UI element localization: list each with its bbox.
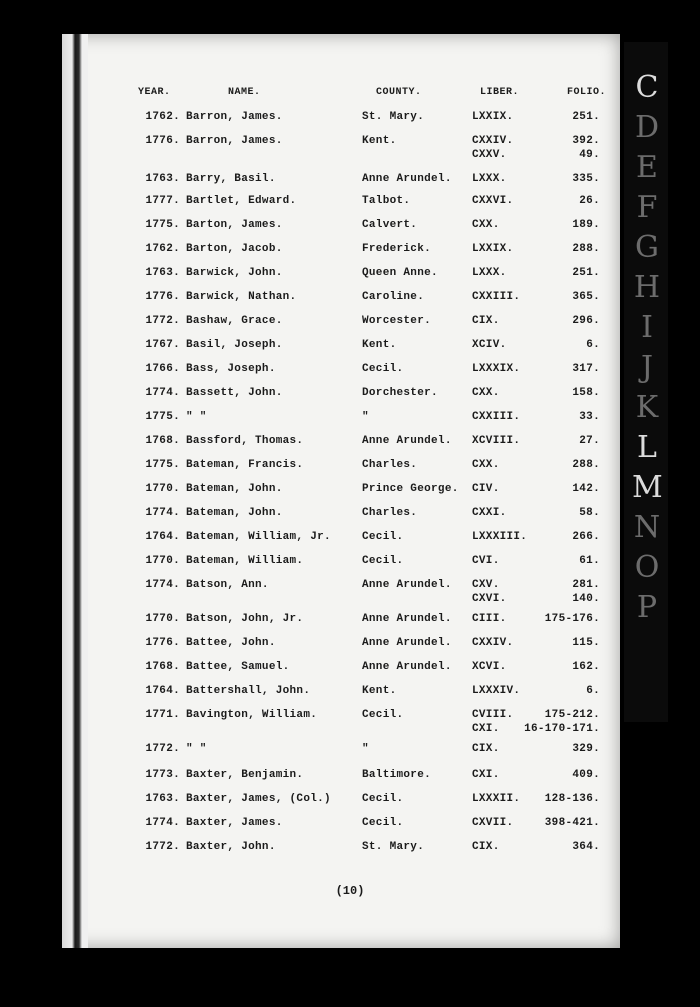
header-county: COUNTY. <box>376 87 422 98</box>
entry-liber <box>472 482 500 496</box>
entry-liber-value: XCIV. <box>472 339 507 351</box>
entry-name: Basil, Joseph. <box>186 339 283 351</box>
entry-folio-value: 115. <box>572 637 600 649</box>
entry-county: Calvert. <box>362 219 418 231</box>
entry-folio-value: 162. <box>572 661 600 673</box>
entry-liber-value: LXXXII. <box>472 793 521 805</box>
entry-liber-value: CIX. <box>472 841 500 853</box>
ledger-row <box>0 554 700 572</box>
entry-name: Baxter, Benjamin. <box>186 769 304 781</box>
entry-folio <box>545 792 600 806</box>
entry-name: Barwick, Nathan. <box>186 291 297 303</box>
entry-liber-value: LXXXIV. <box>472 685 521 697</box>
entry-county: Kent. <box>362 685 397 697</box>
entry-liber <box>472 218 500 232</box>
entry-name: Bavington, William. <box>186 709 318 721</box>
entry-name: Bassett, John. <box>186 387 283 399</box>
entry-folio-value: 251. <box>572 267 600 279</box>
entry-liber <box>472 338 507 352</box>
entry-liber-value: CXXIV. <box>472 135 514 147</box>
entry-folio <box>572 742 600 756</box>
entry-liber <box>472 660 507 674</box>
entry-year: 1774. <box>145 817 180 829</box>
entry-county: Charles. <box>362 507 418 519</box>
entry-liber-value: CXXIII. <box>472 411 521 423</box>
entry-year: 1770. <box>145 483 180 495</box>
entry-folio <box>572 314 600 328</box>
index-tab-letter: P <box>636 590 658 625</box>
entry-folio-value: 266. <box>572 531 600 543</box>
entry-liber-value: CXX. <box>472 459 500 471</box>
entry-folio-value: 189. <box>572 219 600 231</box>
entry-name: Battershall, John. <box>186 685 311 697</box>
entry-liber <box>472 708 513 736</box>
entry-folio <box>572 218 600 232</box>
ledger-row <box>0 768 700 786</box>
entry-liber-value: CXVI. <box>472 593 507 605</box>
entry-folio-value: 128-136. <box>544 793 600 805</box>
index-tab-letter: M <box>632 470 663 505</box>
ledger-row <box>0 612 700 630</box>
ledger-row <box>0 434 700 452</box>
entry-year: 1776. <box>145 637 180 649</box>
ledger-row <box>0 530 700 548</box>
entry-name: Barron, James. <box>186 111 283 123</box>
entry-year: 1774. <box>145 507 180 519</box>
entry-county: Baltimore. <box>362 769 432 781</box>
entry-name: Bateman, John. <box>186 483 283 495</box>
entry-liber-value: CXXI. <box>472 507 507 519</box>
entry-county: Charles. <box>362 459 418 471</box>
ledger-row <box>0 742 700 760</box>
entry-name: Barton, James. <box>186 219 283 231</box>
entry-liber-value: CIX. <box>472 315 500 327</box>
entry-name: Batson, Ann. <box>186 579 269 591</box>
ledger-row <box>0 458 700 476</box>
entry-year: 1776. <box>145 291 180 303</box>
entry-liber <box>472 742 500 756</box>
entry-county: " <box>362 743 369 755</box>
entry-year: 1772. <box>145 841 180 853</box>
entry-liber <box>472 578 507 606</box>
entry-liber-value: LXXX. <box>472 267 507 279</box>
entry-liber-value: CXXV. <box>472 149 507 161</box>
entry-year: 1763. <box>145 173 180 185</box>
entry-folio <box>572 172 600 186</box>
entry-liber-value: CIII. <box>472 613 507 625</box>
entry-liber-value: LXXX. <box>472 173 507 185</box>
entry-liber <box>472 792 520 806</box>
entry-year: 1775. <box>145 411 180 423</box>
ledger-row <box>0 134 700 161</box>
entry-liber <box>472 506 507 520</box>
entry-folio <box>572 660 600 674</box>
entry-name: Barry, Basil. <box>186 173 276 185</box>
entry-folio <box>572 134 600 162</box>
entry-liber-value: XCVI. <box>472 661 507 673</box>
entry-folio <box>545 816 600 830</box>
entry-county: Anne Arundel. <box>362 637 452 649</box>
header-name: NAME. <box>228 87 261 98</box>
ledger-row <box>0 242 700 260</box>
entry-name: " " <box>186 743 207 755</box>
entry-county: Cecil. <box>362 531 404 543</box>
entry-liber-value: CXXVI. <box>472 195 514 207</box>
entry-liber <box>472 554 500 568</box>
ledger-row <box>0 792 700 810</box>
entry-folio <box>572 242 600 256</box>
entry-folio-value: 61. <box>579 555 600 567</box>
entry-folio <box>572 386 600 400</box>
entry-liber <box>472 290 520 304</box>
entry-folio <box>579 194 600 208</box>
entry-folio-value: 158. <box>572 387 600 399</box>
entry-county: Prince George. <box>362 483 459 495</box>
ledger-row <box>0 636 700 654</box>
entry-year: 1770. <box>145 613 180 625</box>
entry-county: Cecil. <box>362 363 404 375</box>
entry-name: Baxter, James. <box>186 817 283 829</box>
entry-liber-value: CXVII. <box>472 817 514 829</box>
entry-year: 1764. <box>145 685 180 697</box>
entry-folio <box>579 554 600 568</box>
entry-folio-value: 288. <box>572 459 600 471</box>
entry-liber-value: XCVIII. <box>472 435 521 447</box>
entry-year: 1763. <box>145 793 180 805</box>
ledger-row <box>0 684 700 702</box>
entry-name: Bassford, Thomas. <box>186 435 304 447</box>
entry-folio-value: 398-421. <box>544 817 600 829</box>
entry-liber-value: LXXIX. <box>472 243 514 255</box>
entry-year: 1774. <box>145 579 180 591</box>
entry-folio-value: 58. <box>579 507 600 519</box>
entry-folio <box>579 506 600 520</box>
entry-name: Barton, Jacob. <box>186 243 283 255</box>
entry-name: Bateman, William, Jr. <box>186 531 331 543</box>
entry-folio-value: 288. <box>572 243 600 255</box>
ledger-row <box>0 482 700 500</box>
entry-folio <box>572 482 600 496</box>
entry-liber <box>472 636 513 650</box>
entry-year: 1772. <box>145 315 180 327</box>
entry-county: St. Mary. <box>362 841 425 853</box>
entry-folio-value: 16-170-171. <box>524 723 600 735</box>
entry-folio-value: 317. <box>572 363 600 375</box>
entry-county: St. Mary. <box>362 111 425 123</box>
entry-year: 1775. <box>145 219 180 231</box>
index-tab-letter: J <box>640 350 654 385</box>
ledger-row <box>0 110 700 128</box>
entry-liber-value: LXXIX. <box>472 111 514 123</box>
entry-year: 1762. <box>145 111 180 123</box>
entry-folio-value: 27. <box>579 435 600 447</box>
ledger-row <box>0 362 700 380</box>
entry-folio <box>572 840 600 854</box>
entry-folio-value: 175-176. <box>544 613 600 625</box>
entry-name: Batson, John, Jr. <box>186 613 304 625</box>
entry-folio <box>586 684 600 698</box>
entry-year: 1774. <box>145 387 180 399</box>
entry-liber-value: CVI. <box>472 555 500 567</box>
entry-folio-value: 365. <box>572 291 600 303</box>
entry-name: Bashaw, Grace. <box>186 315 283 327</box>
entry-folio <box>572 636 600 650</box>
entry-folio <box>572 530 600 544</box>
ledger-row <box>0 708 700 735</box>
entry-name: Bateman, John. <box>186 507 283 519</box>
entry-folio <box>572 578 600 606</box>
entry-year: 1767. <box>145 339 180 351</box>
ledger-row <box>0 266 700 284</box>
ledger-row <box>0 290 700 308</box>
entry-county: Worcester. <box>362 315 432 327</box>
entry-liber-value: LXXXIII. <box>472 531 528 543</box>
entry-folio-value: 364. <box>572 841 600 853</box>
index-tab-letter: O <box>634 550 660 585</box>
entry-liber-value: CXV. <box>472 579 500 591</box>
entry-county: Anne Arundel. <box>362 579 452 591</box>
entry-county: Anne Arundel. <box>362 173 452 185</box>
entry-folio-value: 296. <box>572 315 600 327</box>
entry-county: Anne Arundel. <box>362 435 452 447</box>
entry-name: Bateman, Francis. <box>186 459 304 471</box>
entry-folio <box>572 458 600 472</box>
entry-year: 1764. <box>145 531 180 543</box>
entry-folio <box>579 434 600 448</box>
entry-liber <box>472 194 513 208</box>
entry-folio <box>572 110 600 124</box>
entry-county: Kent. <box>362 339 397 351</box>
entry-folio <box>572 362 600 376</box>
header-liber: LIBER. <box>480 87 520 98</box>
entry-county: Cecil. <box>362 555 404 567</box>
index-tab-letter: H <box>633 270 661 305</box>
entry-year: 1771. <box>145 709 180 721</box>
entry-liber-value: CXI. <box>472 723 500 735</box>
ledger-row <box>0 314 700 332</box>
index-tab-letter: N <box>633 510 661 545</box>
entry-liber-value: CXX. <box>472 387 500 399</box>
entry-liber <box>472 768 500 782</box>
entry-year: 1768. <box>145 661 180 673</box>
entry-year: 1768. <box>145 435 180 447</box>
entry-liber-value: CXX. <box>472 219 500 231</box>
entry-county: Caroline. <box>362 291 425 303</box>
entry-folio-value: 251. <box>572 111 600 123</box>
entry-folio-value: 33. <box>579 411 600 423</box>
entry-liber <box>472 816 513 830</box>
entry-folio <box>572 768 600 782</box>
entry-folio <box>586 338 600 352</box>
entry-liber <box>472 110 513 124</box>
entry-liber <box>472 612 507 626</box>
ledger-row <box>0 194 700 212</box>
index-tab-letter: L <box>637 430 657 465</box>
entry-liber <box>472 684 520 698</box>
entry-year: 1762. <box>145 243 180 255</box>
ledger-row <box>0 840 700 858</box>
entry-name: Bateman, William. <box>186 555 304 567</box>
entry-year: 1773. <box>145 769 180 781</box>
header-year: YEAR. <box>138 87 171 98</box>
entry-year: 1766. <box>145 363 180 375</box>
entry-county: Kent. <box>362 135 397 147</box>
ledger-row <box>0 218 700 236</box>
entry-liber <box>472 458 500 472</box>
entry-liber <box>472 410 520 424</box>
column-header-row <box>0 86 700 104</box>
entry-county: Frederick. <box>362 243 432 255</box>
entry-name: Barron, James. <box>186 135 283 147</box>
entry-liber-value: CXXIV. <box>472 637 514 649</box>
entry-name: Bartlet, Edward. <box>186 195 297 207</box>
index-tab-letter: F <box>636 190 658 225</box>
entry-name: Baxter, James, (Col.) <box>186 793 331 805</box>
entry-county: Anne Arundel. <box>362 613 452 625</box>
entry-folio-value: 335. <box>572 173 600 185</box>
entry-liber <box>472 314 500 328</box>
entry-liber <box>472 386 500 400</box>
entry-folio-value: 142. <box>572 483 600 495</box>
ledger-row <box>0 172 700 190</box>
entry-liber <box>472 434 520 448</box>
entry-folio-value: 26. <box>579 195 600 207</box>
entry-liber <box>472 362 520 376</box>
entry-name: Battee, Samuel. <box>186 661 290 673</box>
entry-liber-value: CVIII. <box>472 709 514 721</box>
entry-name: Battee, John. <box>186 637 276 649</box>
index-tab-letter: G <box>635 230 659 265</box>
ledger-row <box>0 338 700 356</box>
header-folio: FOLIO. <box>566 87 606 98</box>
entry-name: Bass, Joseph. <box>186 363 276 375</box>
entry-year: 1770. <box>145 555 180 567</box>
entry-folio <box>572 266 600 280</box>
entry-year: 1763. <box>145 267 180 279</box>
ledger-row <box>0 660 700 678</box>
entry-folio-value: 6. <box>586 339 600 351</box>
entry-liber-value: CXI. <box>472 769 500 781</box>
entry-folio <box>545 612 600 626</box>
ledger-row <box>0 816 700 834</box>
entry-liber <box>472 840 500 854</box>
entry-year: 1772. <box>145 743 180 755</box>
entry-folio-value: 175-212. <box>544 709 600 721</box>
ledger-row <box>0 506 700 524</box>
index-tab-letter: C <box>635 70 659 105</box>
entry-folio <box>524 708 600 736</box>
entry-liber <box>472 266 507 280</box>
entry-folio-value: 281. <box>572 579 600 591</box>
index-tab-letter: I <box>641 310 653 345</box>
entry-county: Cecil. <box>362 793 404 805</box>
entry-folio <box>572 290 600 304</box>
ledger-row <box>0 410 700 428</box>
entry-county: Anne Arundel. <box>362 661 452 673</box>
entry-folio-value: 329. <box>572 743 600 755</box>
entry-year: 1776. <box>145 135 180 147</box>
entry-name: " " <box>186 411 207 423</box>
entry-year: 1775. <box>145 459 180 471</box>
page-number: (10) <box>335 884 365 898</box>
entry-liber-value: LXXXIX. <box>472 363 521 375</box>
ledger-row <box>0 386 700 404</box>
entry-folio-value: 140. <box>572 593 600 605</box>
entry-liber-value: CXXIII. <box>472 291 521 303</box>
entry-liber <box>472 134 513 162</box>
entry-county: Cecil. <box>362 817 404 829</box>
entry-liber <box>472 172 507 186</box>
entry-folio-value: 49. <box>579 149 600 161</box>
entry-folio-value: 392. <box>572 135 600 147</box>
entry-year: 1777. <box>145 195 180 207</box>
entry-county: Dorchester. <box>362 387 438 399</box>
entry-name: Baxter, John. <box>186 841 276 853</box>
entry-county: Talbot. <box>362 195 411 207</box>
entry-county: Cecil. <box>362 709 404 721</box>
entry-county: Queen Anne. <box>362 267 438 279</box>
entry-liber-value: CIV. <box>472 483 500 495</box>
entry-folio <box>579 410 600 424</box>
entry-folio-value: 409. <box>572 769 600 781</box>
entry-folio-value: 6. <box>586 685 600 697</box>
entry-liber-value: CIX. <box>472 743 500 755</box>
entry-name: Barwick, John. <box>186 267 283 279</box>
ledger-row <box>0 578 700 605</box>
entry-county: " <box>362 411 369 423</box>
entry-liber <box>472 530 527 544</box>
index-tab-letter: K <box>635 390 659 425</box>
index-tab-letter: E <box>636 150 658 185</box>
entry-liber <box>472 242 513 256</box>
index-tab-letter: D <box>634 110 660 145</box>
